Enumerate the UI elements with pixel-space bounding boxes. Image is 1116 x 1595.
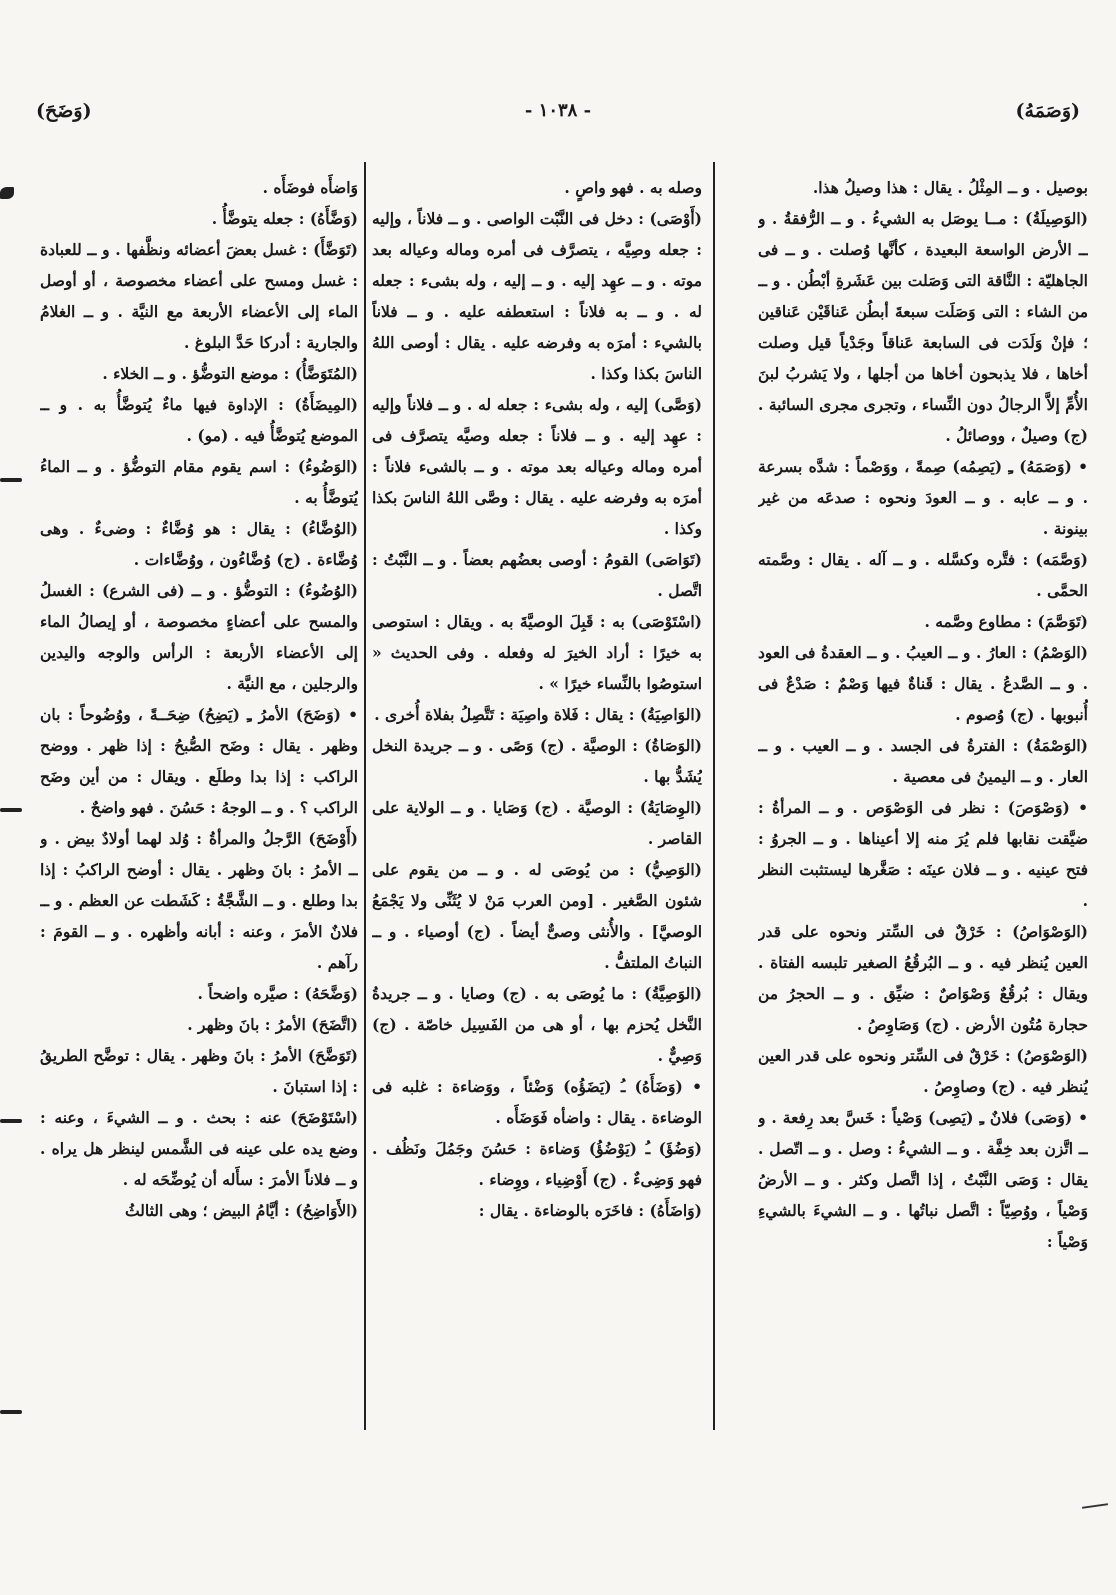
- entry: (وَصَّى) إليه ، وله بشىء : جعله له . و ــ فلاناً وإليه : عهِد إليه . و ــ فلاناً : جعله وصيَّه يتصرَّف فى أمره وماله وعياله بعد موته . و ــ بالشىء فلاناً : أمرَه به وفرضه عليه . يقال : وصَّى اللهُ الناسَ بكذا وكذا .: [372, 395, 702, 538]
- entry: (وَضُؤَ) ـُ (يَوْضُؤُ) وَضاءة : حَسُنَ وجَمُلَ ونَظُف . فهو وَضِىءٌ . (ج) أَوْضِياء ، ووِضاء .: [372, 1139, 702, 1189]
- entry: (الوَصْوَصُ) : خَرْقٌ فى السِّتر ونحوه على قدر العين يُنظر فيه . (ج) وصاوِصُ .: [758, 1046, 1088, 1096]
- entry: (وَضَّحَهُ) : صيَّره واضحاً .: [197, 984, 358, 1003]
- binding-mark: [0, 187, 14, 199]
- entry: • (وَصَمَهُ) ـِ (يَصِمُه) صِمةً ، ووَصْماً : شدَّه بسرعة . و ــ عابه . و ــ العودَ ونحوه : صدعَه من غير بينونة .: [758, 457, 1088, 538]
- entry: • (وَضَحَ) الأمرُ ـِ (يَضِحُ) ضِحَــةً ، ووُضُوحاً : بان وظهر . يقال : وضَح الصُّبحُ : إذا ظهر . ووضح الراكب : إذا بدا وطلَع . ويقال : من أين وضَح الراكب ؟ . و ــ الوجهُ : حَسُنَ . فهو واضحٌ .: [40, 705, 358, 817]
- entry: (الوِصَايَةُ) : الوصيَّة . (ج) وَصَايا . و ــ الولاية على القاصر .: [372, 798, 702, 848]
- scan-artifact: [1082, 1503, 1108, 1509]
- entry: (الوَصِيُّ) : من يُوصَى له . و ــ من يقوم على شئون الصَّغير . [ومن العرب مَنْ لا يُثَنِّى ولا يَجْمَعُ الوصيَّ] . والأُنثى وصىٌّ أيضاً . (ج) أوصياء . و ــ النباتُ الملتفُّ .: [372, 860, 702, 972]
- binding-mark: [0, 1410, 22, 1414]
- entry: (الوَاصِيَةُ) : يقال : فَلاة واصِيَة : تَتَّصِلُ بفلاة أُخرى .: [374, 705, 702, 724]
- column-divider: [713, 162, 715, 1430]
- entry: (اسْتَوْصَى) به : قَبِلَ الوصيَّةَ به . ويقال : استوصى به خيرًا : أراد الخيرَ له وفعله . وفى الحديث « استوصُوا بالنِّساء خيرًا » .: [372, 612, 702, 693]
- entry: (وَضَّأَهُ) : جعله يتوضَّأُ .: [211, 209, 358, 228]
- entry: • (وَضَأَهُ) ـُ (يَضَؤُه) وَضْئاً ، ووَضاءة : غلبه فى الوضاءة . يقال : واضأه فَوَضَأَه .: [372, 1077, 702, 1127]
- column-middle: [372, 172, 702, 1412]
- entry: (اتَّضَحَ) الأمرُ : بانَ وظهر .: [187, 1015, 358, 1034]
- entry: (أَوْضَحَ) الرَّجلُ والمرأةُ : وُلد لهما أولادٌ بيض . و ــ الأمرُ : بانَ وظهر . يقال : أوضح الراكبُ : إذا بدا وطلع . و ــ الشَّجَّةُ : كَشَطت عن العظم . و ــ فلانٌ الأمرَ ، وعنه : أبانه وأظهره . و ــ القومَ : رآهم .: [40, 829, 358, 972]
- entry: (الوَصِيلَةُ) : مــا يوصَل به الشيءُ . و ــ الرُّفقةُ . و ــ الأرض الواسعة البعيدة ، كأنَّها وُصلت . و ــ فى الجاهليّة : النَّاقة التى وَصَلت بين عَشَرةِ أبْطُن . و ــ من الشاء : التى وَصَلَت سبعةَ أبطُن عَناقَيْن عَناقين ؛ فإنْ وَلَدَت فى السابعة عَناقاً وجَدْياً قيل وصلت أخاها ، فلا يذبحون أخاها من أجلها ، ولا يَشربُ لبنَ الأُمِّ إلاَّ الرجالُ دون النِّساء ، وتجرى مجرى السائبة . (ج) وصيلٌ ، ووصائلُ .: [758, 209, 1088, 445]
- column-divider: [364, 162, 366, 1430]
- entry: (وَصَّمَه) : فتَّره وكسَّله . و ــ آله . يقال : وصَّمته الحمَّى .: [758, 550, 1088, 600]
- entry: (أَوْصَى) : دخل فى النَّبْت الواصى . و ــ فلاناً ، وإليه : جعله وصِيَّه ، يتصرَّف فى أمره وماله وعياله بعد موته . و ــ عهِد إليه . و ــ إليه ، وله بشىء : جعله له . و ــ به فلاناً : استعطفه عليه . و ــ فلاناً بالشيء : أمرَه به وفرضه عليه . يقال : أوصى اللهُ الناسَ بكذا وكذا .: [372, 209, 702, 383]
- binding-mark: [0, 478, 22, 482]
- entry: (الوَضُوءُ) : اسم يقوم مقام التوضُّؤ . و ــ الماءُ يُتوضَّأُ به .: [40, 457, 358, 507]
- entry: وصله به . فهو واصٍ .: [564, 178, 702, 197]
- column-right: [758, 172, 1088, 1412]
- binding-mark: [0, 808, 22, 812]
- column-left: [40, 172, 358, 1412]
- entry: • (وَصْوَصَ) : نظر فى الوَصْوَص . و ــ المرأةُ : ضيَّقت نقابها فلم يُرَ منه إلا أعيناها . و ــ الجروُ : فتح عينيه . و ــ فلان عينَه : صَغَّرها ليستثبت النظر .: [758, 798, 1088, 910]
- entry: (تَوَضَّحَ) الأمرُ : بانَ وظهر . يقال : توضَّح الطريقُ : إذا استبانَ .: [40, 1046, 358, 1096]
- entry: (تَوَصَّمَ) : مطاوع وصَّمه .: [924, 612, 1088, 631]
- entry: (الوَصْمُ) : العارُ . و ــ العيبُ . و ــ العقدةُ فى العود . و ــ الصَّدعُ . يقال : قَناةٌ فيها وَصْمٌ : صَدْعٌ فى أُنبوبها . (ج) وُصوم .: [758, 643, 1088, 724]
- entry: (الأَوَاضِحُ) : أيَّامُ البيض ؛ وهى الثالثُ: [124, 1201, 358, 1220]
- page-number: - ١٠٣٨ -: [524, 100, 592, 121]
- entry: (تَوَضَّأَ) : غسل بعضَ أعضائه ونظَّفها . و ــ للعبادة : غسل ومسح على أعضاء مخصوصة ، أو أوصل الماء إلى الأعضاء الأربعة مع النيَّة . و ــ الغلامُ والجارية : أدركا حَدَّ البلوغ .: [40, 240, 358, 352]
- header-next-root: (وَضَحَ): [36, 100, 92, 122]
- entry: (المُتَوَضَّأُ) : موضع التوضُّؤ . و ــ الخلاء .: [102, 364, 358, 383]
- entry: (الوَصِيَّةُ) : ما يُوصَى به . (ج) وصايا . و ــ جريدةُ النَّخل يُحزم بها ، أو هى من الفَسِيل خاصّة . (ج) وَصِيٌّ .: [372, 984, 702, 1065]
- header-current-root: (وَصَمَهُ): [1015, 100, 1080, 122]
- binding-mark: [0, 1119, 22, 1123]
- entry: (الوَصَاةُ) : الوصيَّة . (ج) وَصًى . و ــ جريدة النخل يُشَدُّ بها .: [372, 736, 702, 786]
- entry: (تَوَاصَى) القومُ : أوصى بعضُهم بعضاً . و ــ النَّبْتُ : اتَّصل .: [372, 550, 702, 600]
- entry: (الوُضَّاءُ) : يقال : هو وُضَّاءٌ : وضىءٌ . وهى وُضَّاءة . (ج) وُضَّاءُون ، ووُضَّاءات .: [40, 519, 358, 569]
- entry: (الوَصْوَاصُ) : خَرْقٌ فى السِّتر ونحوه على قدر العين يُنظر فيه . و ــ البُرقُعُ الصغير تلبسه الفتاة . ويقال : بُرقُعٌ وَصْوَاصٌ : ضيِّق . و ــ الحجرُ من حجارة مُتُون الأرض . (ج) وَصَاوِصُ .: [758, 922, 1088, 1034]
- entry: • (وَصَى) فلانٌ ـِ (يَصِى) وَصْياً : خَسَّ بعد رِفعة . و ــ اتَّزن بعد خِفَّة . و ــ الشيءُ : وصل . و ــ اتّصل . يقال : وَصَى النَّبْتُ ، إذا اتَّصل وكثر . و ــ الأرضُ وَصْياً ، ووُصِيّاً : اتَّصل نباتُها . و ــ الشيءَ بالشيءِ وَصْياً :: [758, 1108, 1088, 1251]
- entry: (وَاضَأَهُ) : فاخَرَه بالوضاءة . يقال :: [478, 1201, 702, 1220]
- entry: بوصيل . و ــ المِثْلُ . يقال : هذا وصيلُ هذا.: [812, 178, 1088, 197]
- entry: (الوُضُوءُ) : التوضُّؤ . و ــ (فى الشرع) : الغسلُ والمسح على أعضاءٍ مخصوصة ، أو إيصالُ الماء إلى الأعضاء الأربعة : الرأس والوجه واليدين والرجلين ، مع النيَّة .: [40, 581, 358, 693]
- entry: (المِيضَأَةُ) : الإداوة فيها ماءٌ يُتوضَّأُ به . و ــ الموضع يُتوضَّأُ فيه . (مو) .: [40, 395, 358, 445]
- entry: (الوَصْمَةُ) : الفترةُ فى الجسد . و ــ العيب . و ــ العار . و ــ اليمينُ فى معصية .: [758, 736, 1088, 786]
- entry: (اسْتَوْضَحَ) عنه : بحث . و ــ الشيءَ ، وعنه : وضع يده على عينه فى الشَّمس لينظر هل يراه . و ــ فلاناً الأمرَ : سأَله أن يُوضِّحَه له .: [40, 1108, 358, 1189]
- entry: وَاضأَه فوضَأَه .: [262, 178, 358, 197]
